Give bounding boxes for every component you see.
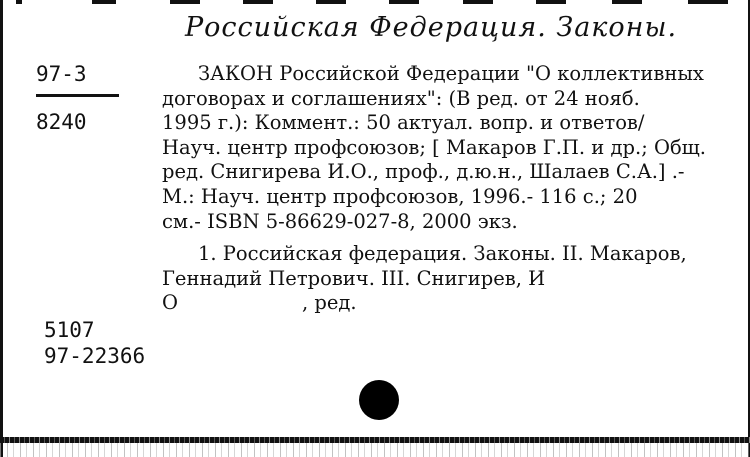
top-edge-mark [316,0,346,4]
top-edge-mark [16,0,22,4]
card-left-edge [0,0,3,457]
card-punch-hole [359,380,399,420]
description-line: Науч. центр профсоюзов; [ Макаров Г.П. и др.; Общ. [162,135,707,159]
top-edge-mark [536,0,566,4]
description-line: М.: Науч. центр профсоюзов, 1996.- 116 с.; 20 [162,184,638,208]
tracing-line: О , ред. [162,291,357,315]
description-line: 1995 г.): Коммент.: 50 актуал. вопр. и ответов/ [162,111,645,135]
description-line: ред. Снигирева И.О., проф., д.ю.н., Шалаев С.А.] .- [162,160,685,184]
top-edge-mark [170,0,200,4]
call-number-bottom: 8240 [36,110,87,134]
description-block [162,62,742,234]
call-number-divider [36,94,119,97]
accession-number: 97-22366 [44,344,146,368]
record-number: 5107 [44,318,95,342]
subject-heading: Российская Федерация. Законы. [185,12,678,43]
description-line: см.- ISBN 5-86629-027-8, 2000 экз. [162,209,518,233]
description-line: ЗАКОН Российской Федерации "О коллективных [198,62,704,85]
card-bottom-fringe [0,443,750,457]
description-line: договорах и соглашениях": (В ред. от 24 нояб. [162,86,640,110]
tracing-line: Геннадий Петрович. III. Снигирев, И [162,266,546,290]
top-edge-mark [688,0,728,4]
subject-tracings [162,242,742,316]
top-edge-mark [243,0,273,4]
call-number-top: 97-3 [36,62,87,86]
top-edge-mark [612,0,642,4]
bibliographic-description [162,62,742,316]
top-edge-mark [389,0,419,4]
top-edge-mark [463,0,493,4]
tracing-line: 1. Российская федерация. Законы. II. Макаров, [198,242,687,266]
top-edge-mark [92,0,116,4]
